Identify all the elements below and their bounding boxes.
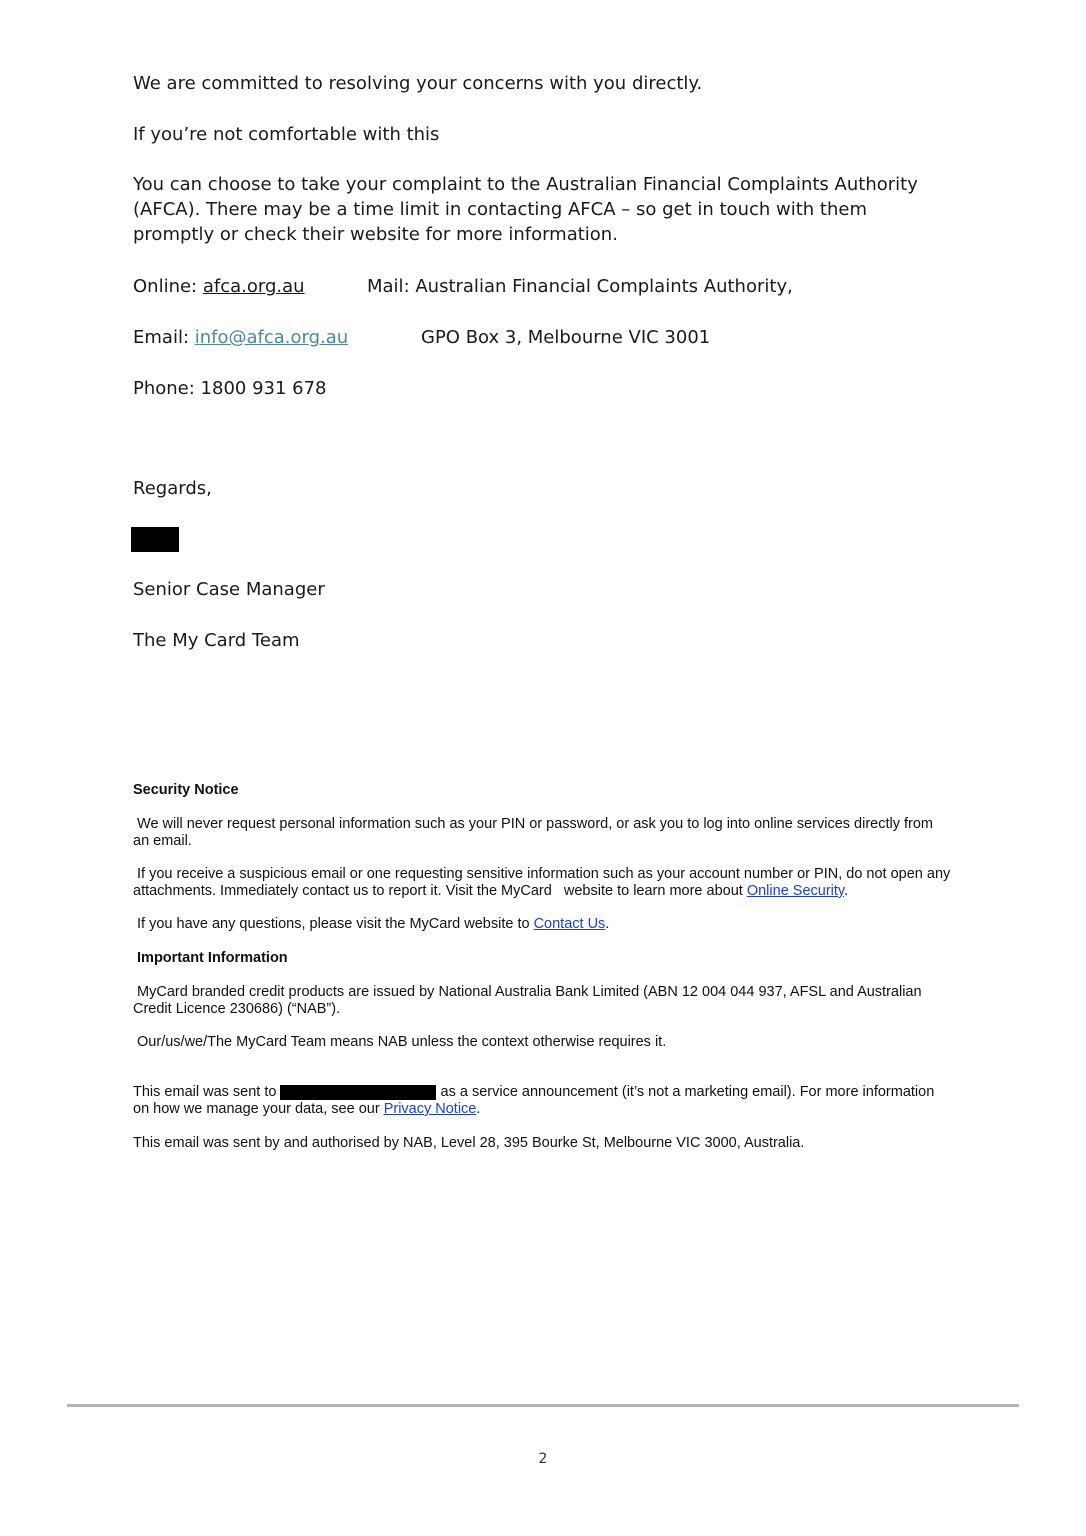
sent-to-paragraph: This email was sent to as a service announcement (it’s not a marketing email). For more information on how we manage your data, see our Privacy Notice. (133, 1084, 939, 1117)
online-line (133, 274, 305, 299)
afca-website-link[interactable]: afca.org.au (202, 276, 305, 297)
redacted-signature-name (131, 527, 179, 552)
sent-to-suffix: as a service announcement (it’s not a marketing email). For more information on how we manage your data, see our (133, 1084, 939, 1117)
security-notice-heading: Security Notice (133, 782, 239, 798)
email-label: Email: (133, 327, 195, 348)
redacted-email-address (280, 1085, 436, 1100)
sent-by-text: This email was sent by and authorised by NAB, Level 28, 395 Bourke St, Melbourne VIC 3000, Australia. (133, 1135, 805, 1151)
important-info-p2: Our/us/we/The MyCard Team means NAB unless the context otherwise requires it. (133, 1034, 667, 1050)
role-title: Senior Case Manager (133, 579, 325, 600)
afca-paragraph: You can choose to take your complaint to the Australian Financial Complaints Authority (AFCA). There may be a time limit in contacting AFCA – so get in touch with them promptly or check their website for more information. (133, 174, 918, 245)
commitment-text: We are committed to resolving your concerns with you directly. (133, 73, 703, 94)
page-number: 2 (538, 1451, 548, 1467)
team-name: The My Card Team (133, 630, 300, 651)
email-line (133, 325, 348, 350)
contact-us-link[interactable]: Contact Us (533, 916, 606, 932)
important-info-p1: MyCard branded credit products are issued by National Australia Bank Limited (ABN 12 004 044 937, AFSL and Australian Credit Licence 230686) (“NAB”). (133, 984, 926, 1017)
security-notice-p3: If you have any questions, please visit the MyCard website to Contact Us. (133, 916, 610, 932)
important-info-heading: Important Information (133, 950, 288, 966)
security-notice-p2-text: If you receive a suspicious email or one requesting sensitive information such as your account number or PIN, do not open any attachments. Immediately contact us to report it. Visit the MyCard website to learn more about (133, 866, 955, 899)
mail-line-2: GPO Box 3, Melbourne VIC 3001 (421, 327, 711, 348)
footer-divider (67, 1404, 1019, 1407)
mail-line-1: Mail: Australian Financial Complaints Authority, (367, 276, 793, 297)
security-notice-p3-text: If you have any questions, please visit the MyCard website to (133, 916, 534, 932)
security-notice-p1: We will never request personal information such as your PIN or password, or ask you to log into online services directly from an email. (133, 816, 938, 849)
sent-to-prefix: This email was sent to (133, 1084, 281, 1100)
security-notice-p2: If you receive a suspicious email or one requesting sensitive information such as your account number or PIN, do not open any attachments. Immediately contact us to report it. Visit the MyCard website to learn more about Online Security. (133, 866, 955, 899)
subheading: If you’re not comfortable with this (133, 124, 440, 145)
online-label: Online: (133, 276, 203, 297)
privacy-notice-link[interactable]: Privacy Notice (383, 1101, 477, 1117)
phone-line: Phone: 1800 931 678 (133, 378, 327, 399)
online-security-link[interactable]: Online Security (746, 883, 845, 899)
afca-email-link[interactable]: info@afca.org.au (194, 327, 349, 348)
regards-text: Regards, (133, 478, 212, 499)
